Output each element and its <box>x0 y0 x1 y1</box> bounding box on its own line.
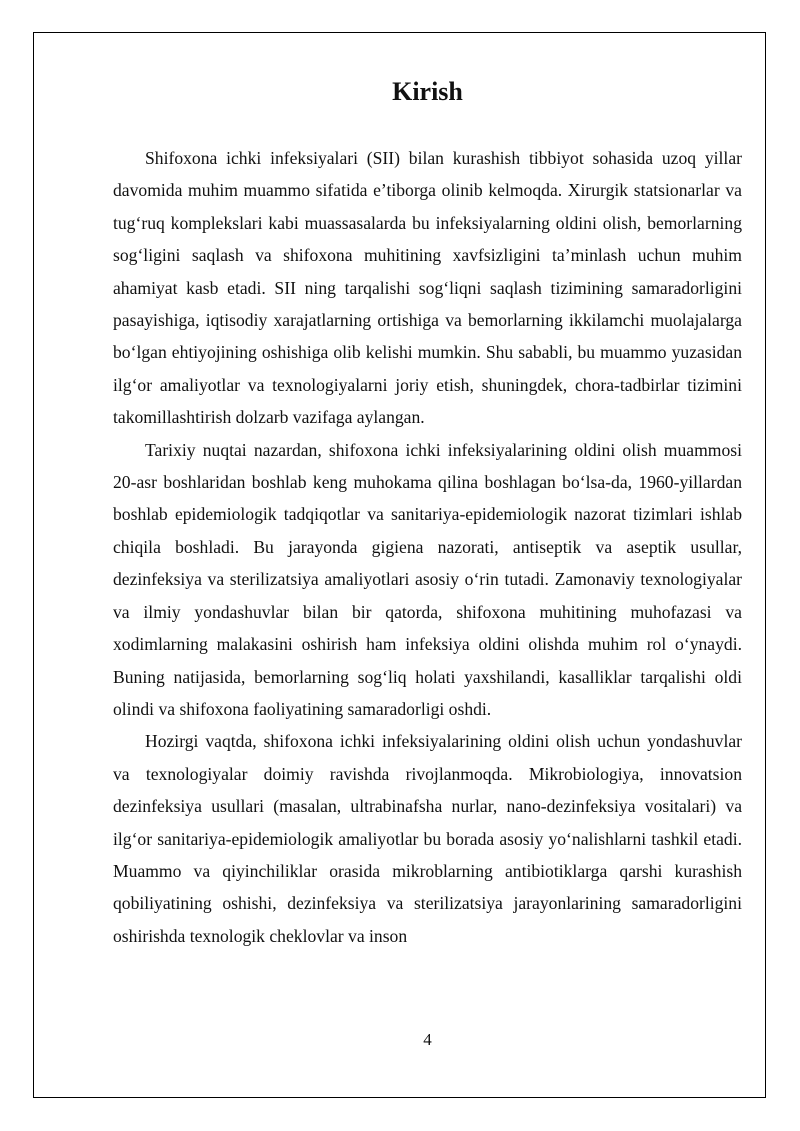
paragraph-1: Shifoxona ichki infeksiyalari (SII) bilan kurashish tibbiyot sohasida uzoq yillar davomida muhim muammo sifatida e’tiborga olinib kelmoqda. Xirurgik statsionarlar va tug‘ruq komplekslari kabi muassasalarda bu infeksiyalarning oldini olish, bemorlarning sog‘ligini saqlash va shifoxona muhitining xavfsizligini ta’minlash uchun muhim ahamiyat kasb etadi. SII ning tarqalishi sog‘liqni saqlash tizimining samaradorligini pasayishiga, iqtisodiy xarajatlarning ortishiga va bemorlarning ikkilamchi muolajalarga bo‘lgan ehtiyojining oshishiga olib kelishi mumkin. Shu sababli, bu muammo yuzasidan ilg‘or amaliyotlar va texnologiyalarni joriy etish, shuningdek, chora-tadbirlar tizimini takomillashtirish dolzarb vazifaga aylangan. <box>113 148 742 428</box>
paragraph-3: Hozirgi vaqtda, shifoxona ichki infeksiyalarining oldini olish uchun yondashuvlar va texnologiyalar doimiy ravishda rivojlanmoqda. Mikrobiologiya, innovatsion dezinfeksiya usullari (masalan, ultrabinafsha nurlar, nano-dezinfeksiya vositalari) va ilg‘or sanitariya-epidemiologik amaliyotlar bu borada asosiy yo‘nalishlarni tashkil etadi. Muammo va qiyinchiliklar orasida mikroblarning antibiotiklarga qarshi kurashish qobiliyatining oshishi, dezinfeksiya va sterilizatsiya jarayonlarining samaradorligini oshirishda texnologik cheklovlar va inson <box>113 731 742 946</box>
page-number: 4 <box>423 1030 432 1049</box>
page-title: Kirish <box>392 77 463 106</box>
document-body <box>113 142 742 952</box>
paragraph-2: Tarixiy nuqtai nazardan, shifoxona ichki infeksiyalarining oldini olish muammosi 20-asr boshlaridan boshlab keng muhokama qilina boshlagan bo‘lsa-da, 1960-yillardan boshlab epidemiologik tadqiqotlar va sanitariya-epidemiologik nazorat tizimlari ishlab chiqila boshladi. Bu jarayonda gigiena nazorati, antiseptik va aseptik usullar, dezinfeksiya va sterilizatsiya amaliyotlari asosiy o‘rin tutadi. Zamonaviy texnologiyalar va ilmiy yondashuvlar bilan bir qatorda, shifoxona muhitining muhofazasi va xodimlarning malakasini oshirish ham infeksiya oldini olishda muhim rol o‘ynaydi. Buning natijasida, bemorlarning sog‘liq holati yaxshilandi, kasalliklar tarqalishi oldi olindi va shifoxona faoliyatining samaradorligi oshdi. <box>113 439 742 719</box>
